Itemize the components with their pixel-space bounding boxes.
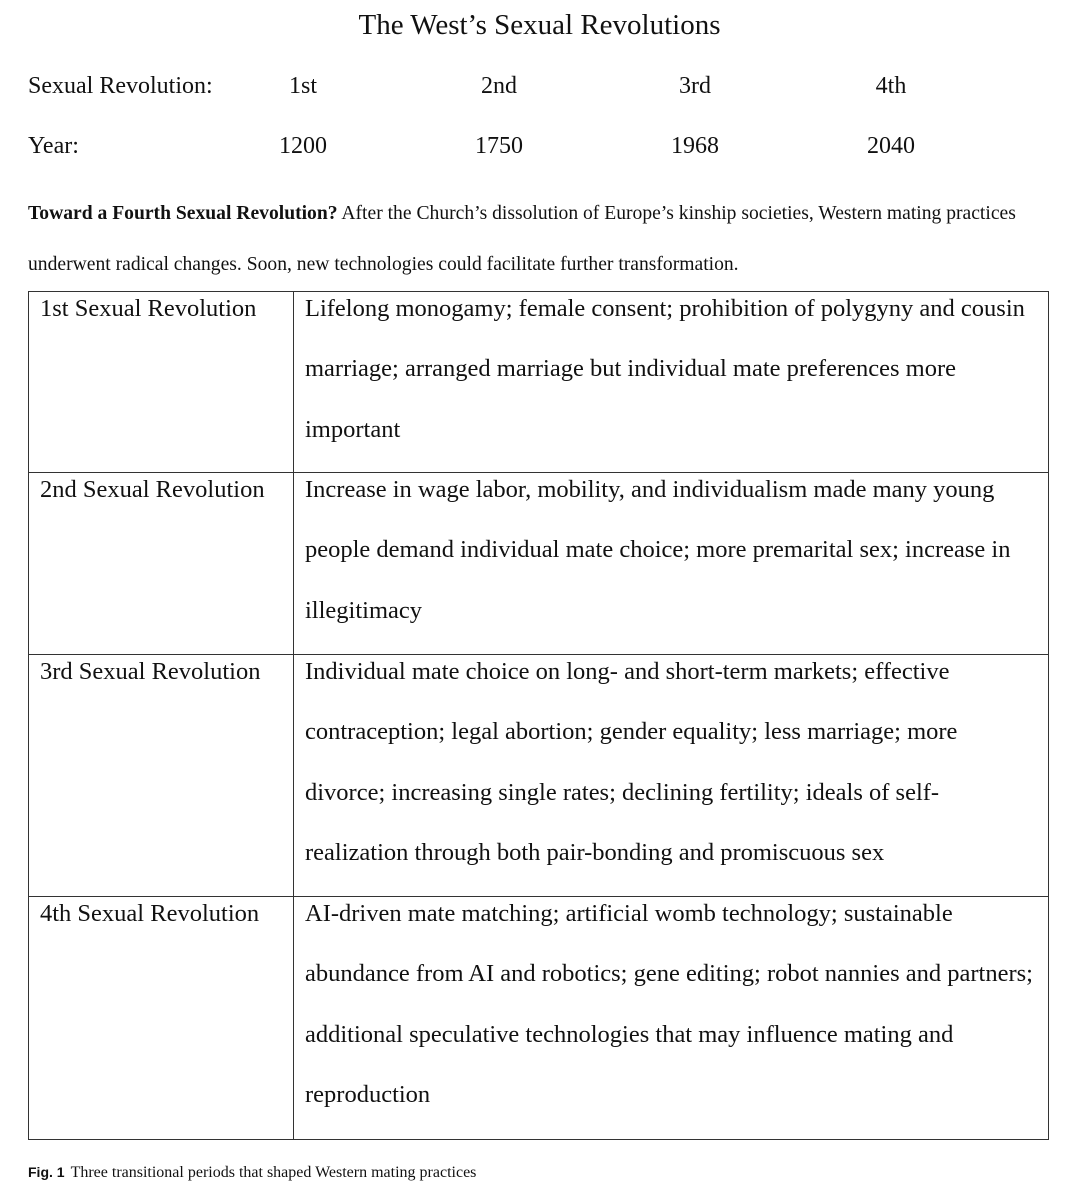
year-value: 1750 [475, 133, 523, 159]
lead-paragraph [28, 188, 1053, 290]
revolution-description: AI-driven mate matching; artificial womb technology; sustainable abundance from AI and robotics; gene editing; robot nannies and partners; additional speculative technologies that may influence mating and reproduction [305, 900, 1033, 1108]
revolution-row-label: Sexual Revolution: [28, 73, 213, 99]
table-row [29, 473, 1049, 655]
year-value: 1200 [279, 133, 327, 159]
revolution-number: 2nd [481, 73, 517, 99]
revolution-description: Increase in wage labor, mobility, and individualism made many young people demand individual mate choice; more premarital sex; increase in illegitimacy [305, 476, 1011, 624]
revolution-description-cell [294, 655, 1049, 897]
revolutions-table [28, 291, 1049, 1140]
year-row-label: Year: [28, 133, 79, 159]
revolution-name-cell [29, 292, 294, 473]
figure-caption [28, 1161, 476, 1184]
revolution-description-cell [294, 473, 1049, 655]
revolution-description: Lifelong monogamy; female consent; prohibition of polygyny and cousin marriage; arranged marriage but individual mate preferences more important [305, 295, 1025, 443]
revolution-name-cell [29, 655, 294, 897]
revolution-name: 2nd Sexual Revolution [40, 476, 265, 503]
lead-heading: Toward a Fourth Sexual Revolution? [28, 203, 338, 224]
revolution-name: 3rd Sexual Revolution [40, 658, 261, 685]
figure-label: Fig. 1 [28, 1164, 65, 1180]
year-value: 2040 [867, 133, 915, 159]
table-row [29, 292, 1049, 473]
revolution-name: 4th Sexual Revolution [40, 900, 260, 927]
revolution-name-cell [29, 897, 294, 1140]
revolution-number: 3rd [679, 73, 711, 99]
revolution-description: Individual mate choice on long- and short-term markets; effective contraception; legal abortion; gender equality; less marriage; more divorce; increasing single rates; declining fertility; ideals of self-realization through both pair-bonding and promiscuous sex [305, 658, 958, 866]
figure-title: The West’s Sexual Revolutions [358, 9, 721, 41]
table-row [29, 655, 1049, 897]
year-value: 1968 [671, 133, 719, 159]
lead-text: After the Church’s dissolution of Europe’s kinship societies, Western mating practices underwent radical changes. Soon, new technologies could facilitate further transformation. [28, 203, 1016, 275]
table-row [29, 897, 1049, 1140]
revolution-name-cell [29, 473, 294, 655]
revolution-description-cell [294, 292, 1049, 473]
revolution-number: 4th [875, 73, 907, 99]
revolution-name: 1st Sexual Revolution [40, 295, 257, 322]
revolution-number: 1st [288, 73, 317, 99]
caption-text: Three transitional periods that shaped Western mating practices [70, 1164, 477, 1181]
revolution-description-cell [294, 897, 1049, 1140]
